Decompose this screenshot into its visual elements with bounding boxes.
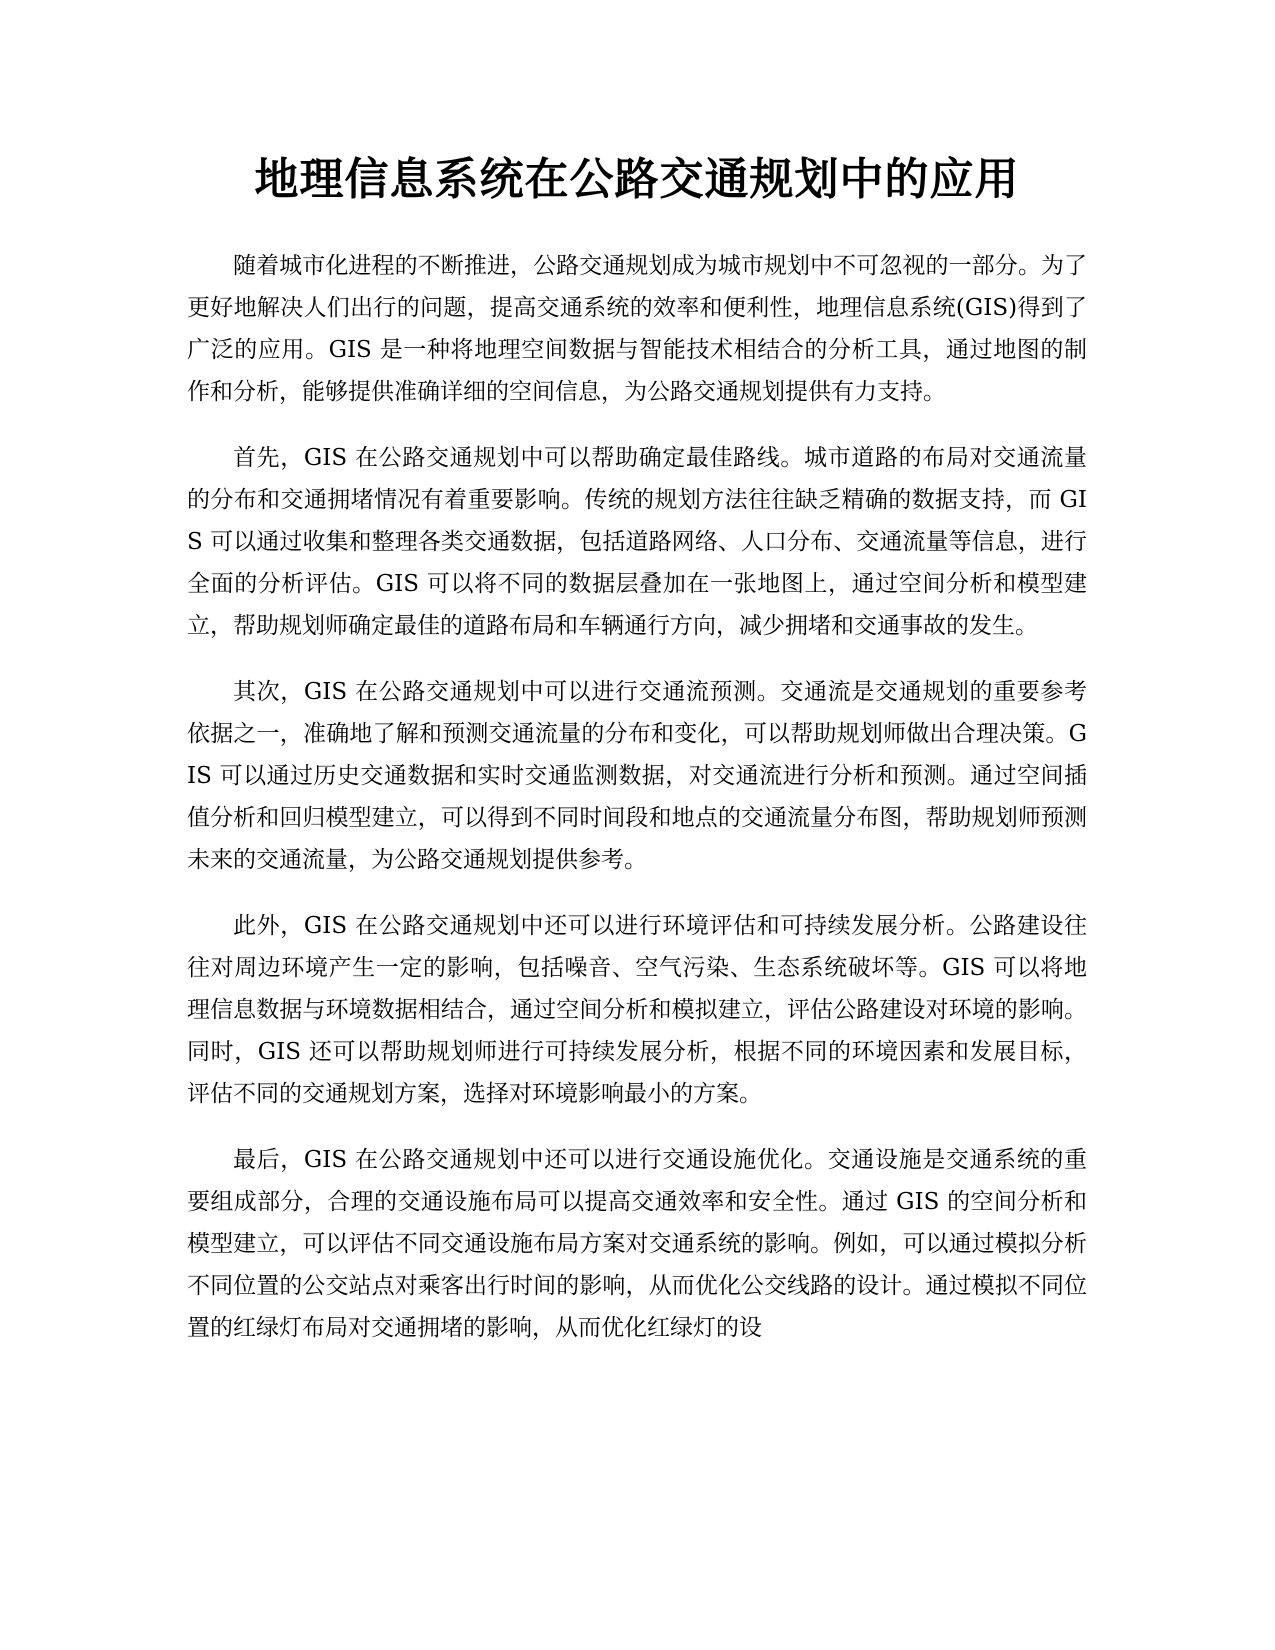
paragraph-facility-optimization: 最后，GIS 在公路交通规划中还可以进行交通设施优化。交通设施是交通系统的重要组成部分，合理的交通设施布局可以提高交通效率和安全性。通过 GIS 的空间分析和模型建立，可以评估不同交通设施布局方案对交通系统的影响。例如，可以通过模拟分析不同位置的公交站点对乘客出行时间的影响，从而优化公交线路的设计。通过模拟不同位置的红绿灯布局对交通拥堵的影响，从而优化红绿灯的设 — [187, 1147, 1087, 1341]
document-body — [187, 245, 1087, 1373]
paragraph-traffic-forecast: 其次，GIS 在公路交通规划中可以进行交通流预测。交通流是交通规划的重要参考依据之一，准确地了解和预测交通流量的分布和变化，可以帮助规划师做出合理决策。GIS 可以通过历史交通数据和实时交通监测数据，对交通流进行分析和预测。通过空间插值分析和回归模型建立，可以得到不同时间段和地点的交通流量分布图，帮助规划师预测未来的交通流量，为公路交通规划提供参考。 — [187, 679, 1087, 873]
paragraph-environment-assessment: 此外，GIS 在公路交通规划中还可以进行环境评估和可持续发展分析。公路建设往往对周边环境产生一定的影响，包括噪音、空气污染、生态系统破坏等。GIS 可以将地理信息数据与环境数据相结合，通过空间分析和模拟建立，评估公路建设对环境的影响。同时，GIS 还可以帮助规划师进行可持续发展分析，根据不同的环境因素和发展目标，评估不同的交通规划方案，选择对环境影响最小的方案。 — [187, 913, 1087, 1107]
document-title: 地理信息系统在公路交通规划中的应用 — [254, 154, 1020, 205]
paragraph-best-route: 首先，GIS 在公路交通规划中可以帮助确定最佳路线。城市道路的布局对交通流量的分布和交通拥堵情况有着重要影响。传统的规划方法往往缺乏精确的数据支持，而 GIS 可以通过收集和整理各类交通数据，包括道路网络、人口分布、交通流量等信息，进行全面的分析评估。GIS 可以将不同的数据层叠加在一张地图上，通过空间分析和模型建立，帮助规划师确定最佳的道路布局和车辆通行方向，减少拥堵和交通事故的发生。 — [187, 445, 1087, 639]
paragraph-intro: 随着城市化进程的不断推进，公路交通规划成为城市规划中不可忽视的一部分。为了更好地解决人们出行的问题，提高交通系统的效率和便利性，地理信息系统(GIS)得到了广泛的应用。GIS 是一种将地理空间数据与智能技术相结合的分析工具，通过地图的制作和分析，能够提供准确详细的空间信息，为公路交通规划提供有力支持。 — [187, 253, 1087, 405]
